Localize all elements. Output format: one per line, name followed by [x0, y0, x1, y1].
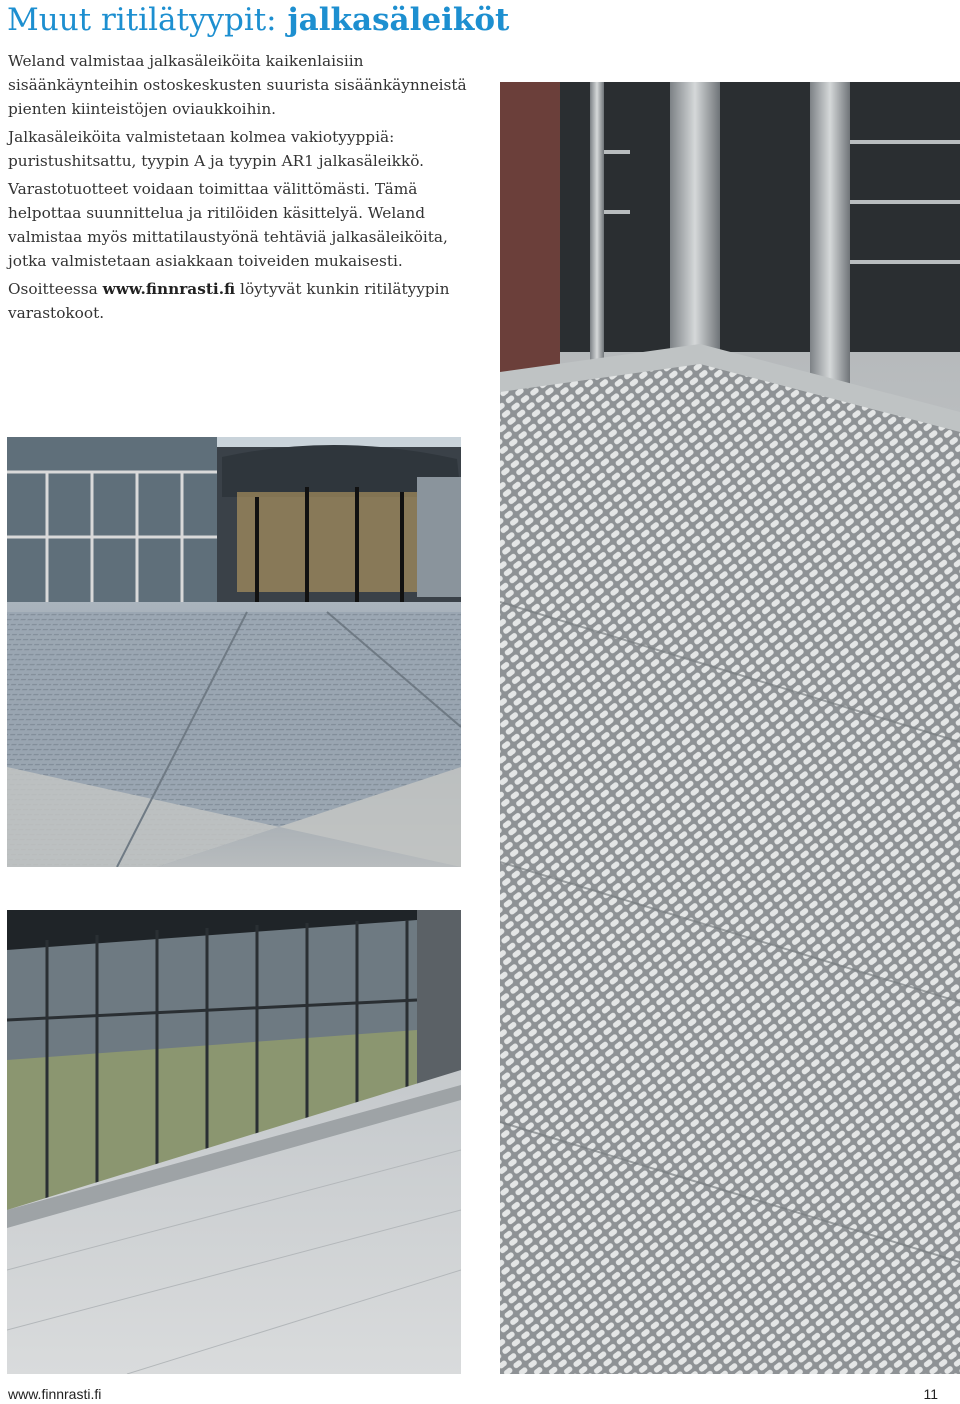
footer-website[interactable]: www.finnrasti.fi — [8, 1386, 102, 1402]
glass-facade-photo — [7, 910, 461, 1374]
paragraph-3: Varastotuotteet voidaan toimittaa välittömästi. Tämä helpottaa suunnittelua ja ritilöiden käsittelyä. Weland valmistaa myös mittatilaustyönä tehtäviä jalkasäleiköita, jotka valmistetaan asiakkaan toiveiden mukaisesti. — [8, 180, 448, 270]
paragraph-1: Weland valmistaa jalkasäleiköita kaikenlaisiin sisäänkäynteihin ostoskeskusten suurista sisäänkäynneistä pienten kiinteistöjen oviaukkoihin. — [8, 52, 467, 118]
intro-text — [8, 49, 488, 329]
page-number: 11 — [923, 1386, 938, 1402]
paragraph-4-lead: Osoitteessa — [8, 280, 98, 298]
mall-entrance-photo — [7, 437, 461, 867]
paragraph-4 — [8, 277, 488, 325]
title-prefix: Muut ritilätyypit: — [7, 2, 277, 38]
door-grating-photo — [500, 82, 960, 1374]
page-title — [7, 0, 957, 40]
paragraph-2: Jalkasäleiköita valmistetaan kolmea vakiotyyppiä: puristushitsattu, tyypin A ja tyypin AR1 jalkasäleikkö. — [8, 128, 425, 170]
paragraph-4-tail: löytyvät kunkin ritilätyypin varastokoot. — [8, 280, 450, 322]
title-main: jalkasäleiköt — [287, 2, 510, 38]
website-link[interactable]: www.finnrasti.fi — [102, 280, 236, 298]
